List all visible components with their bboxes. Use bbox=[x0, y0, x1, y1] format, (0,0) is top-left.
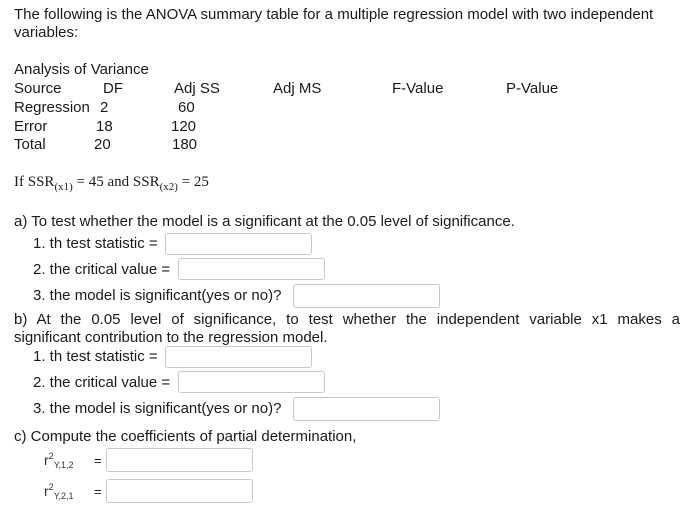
r2-y12-base: r bbox=[44, 452, 49, 468]
part-a-heading: a) To test whether the model is a significant at the 0.05 level of significance. bbox=[14, 213, 515, 230]
r2-y12-sub: Y,1,2 bbox=[53, 460, 74, 470]
given-x2: (x2) bbox=[159, 181, 178, 193]
header-adj-ss: Adj SS bbox=[174, 80, 220, 97]
r2-y12-input[interactable] bbox=[106, 448, 253, 472]
given-prefix: If SSR bbox=[14, 174, 55, 190]
given-ssr bbox=[14, 173, 209, 192]
row-regression-df: 2 bbox=[100, 99, 109, 116]
r2-y12-sup: 2 bbox=[48, 451, 54, 461]
header-p-value: P-Value bbox=[506, 80, 559, 97]
header-df: DF bbox=[103, 80, 123, 97]
r2-y21-sub: Y,2,1 bbox=[53, 491, 74, 501]
header-f-value: F-Value bbox=[392, 80, 444, 97]
part-b-q1-label: 1. th test statistic = bbox=[33, 348, 158, 365]
anova-title: Analysis of Variance bbox=[14, 61, 149, 78]
row-error-source: Error bbox=[14, 118, 48, 135]
row-regression-adj-ss: 60 bbox=[178, 99, 195, 116]
part-b-line-2: significant contribution to the regression model. bbox=[14, 329, 328, 346]
header-adj-ms: Adj MS bbox=[273, 80, 322, 97]
r2-y12-label bbox=[44, 452, 74, 468]
part-b-q3-label: 3. the model is significant(yes or no)? bbox=[33, 400, 282, 417]
row-error-adj-ss: 120 bbox=[171, 118, 197, 135]
part-a-test-statistic-input[interactable] bbox=[165, 233, 312, 255]
part-b-significant-input[interactable] bbox=[293, 397, 440, 421]
row-regression-source: Regression bbox=[14, 99, 90, 116]
part-b-critical-value-input[interactable] bbox=[178, 371, 325, 393]
part-a-q3-label: 3. the model is significant(yes or no)? bbox=[33, 287, 282, 304]
row-error-df: 18 bbox=[96, 118, 113, 135]
r2-y21-input[interactable] bbox=[106, 479, 253, 503]
given-suffix: = 25 bbox=[177, 174, 209, 190]
r2-y21-sup: 2 bbox=[48, 482, 54, 492]
part-b-test-statistic-input[interactable] bbox=[165, 346, 312, 368]
part-a-critical-value-input[interactable] bbox=[178, 258, 325, 280]
given-x1: (x1) bbox=[54, 181, 73, 193]
r2-y21-label bbox=[44, 483, 74, 499]
intro-line-2: variables: bbox=[14, 24, 79, 41]
part-a-significant-input[interactable] bbox=[293, 284, 440, 308]
r2-y21-equals: = bbox=[94, 484, 102, 499]
intro-line-1: The following is the ANOVA summary table for a multiple regression model with two independent bbox=[14, 6, 654, 23]
part-c-heading: c) Compute the coefficients of partial determination, bbox=[14, 428, 357, 445]
header-source: Source bbox=[14, 80, 62, 97]
given-mid: = 45 and SSR bbox=[72, 174, 160, 190]
part-a-q2-label: 2. the critical value = bbox=[33, 261, 171, 278]
part-a-q1-label: 1. th test statistic = bbox=[33, 235, 158, 252]
row-total-source: Total bbox=[14, 136, 46, 153]
r2-y12-equals: = bbox=[94, 453, 102, 468]
row-total-df: 20 bbox=[94, 136, 111, 153]
part-b-line-1: b) At the 0.05 level of significance, to test whether the independent variable x1 makes a bbox=[14, 311, 680, 328]
r2-y21-base: r bbox=[44, 483, 49, 499]
row-total-adj-ss: 180 bbox=[172, 136, 198, 153]
part-b-q2-label: 2. the critical value = bbox=[33, 374, 171, 391]
